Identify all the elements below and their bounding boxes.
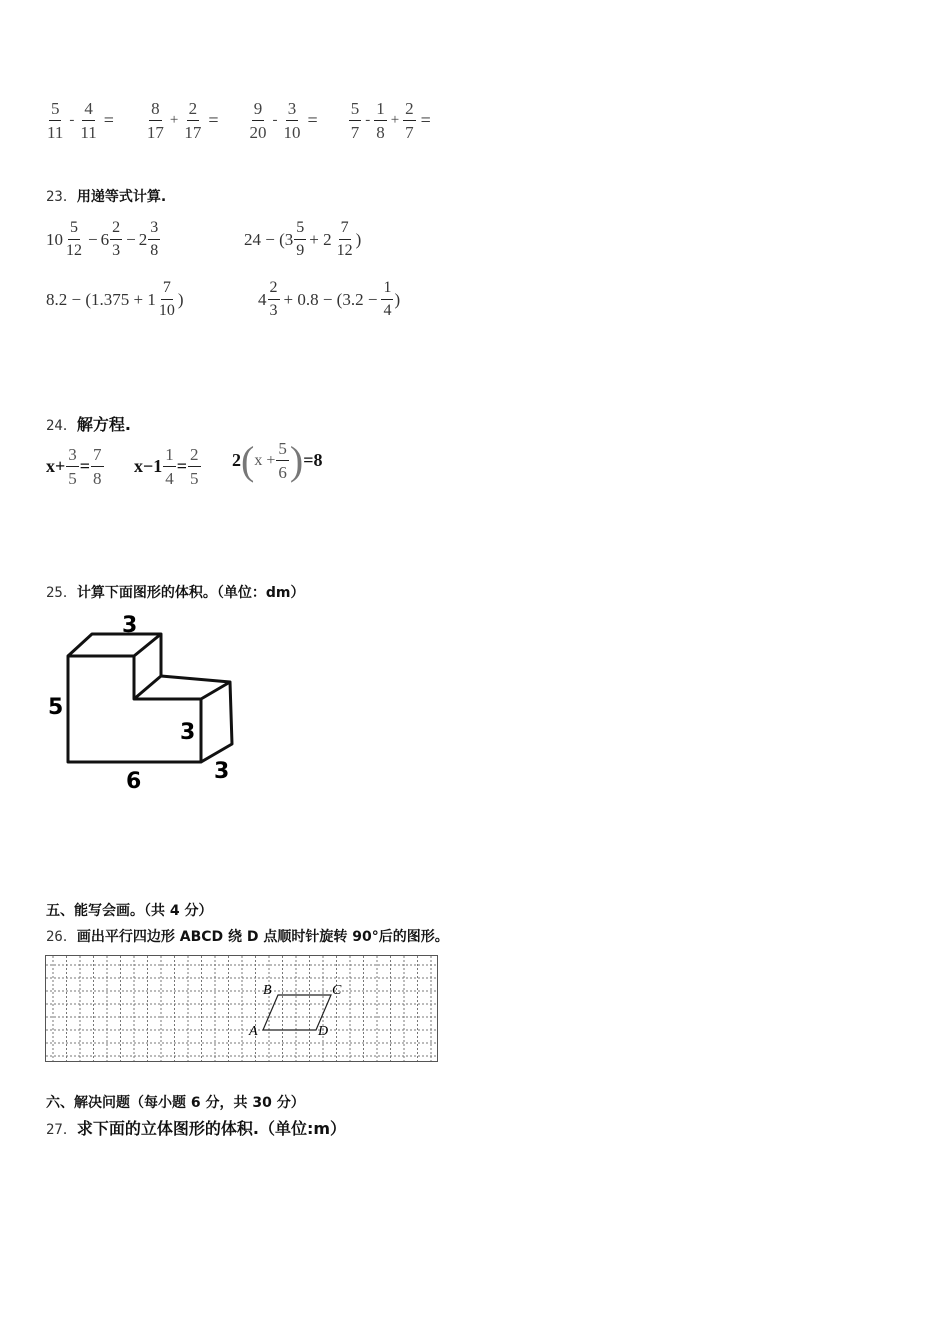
fraction-exercise-row — [44, 100, 431, 141]
equation-text: =8 — [303, 450, 323, 470]
dimension-label-left: 5 — [48, 695, 64, 720]
integer-part: 4 — [258, 289, 267, 309]
operator: + — [169, 112, 179, 128]
question-text: 用递等式计算. — [76, 189, 167, 205]
question-25-heading — [46, 582, 304, 602]
fraction: $\frac{2}{5}$ — [190, 445, 199, 488]
equation-24-1 — [46, 446, 105, 487]
operator: − — [126, 229, 136, 249]
fraction: $\frac{5}{12}$ — [66, 219, 82, 259]
fraction: $\frac{5}{11}$ — [47, 99, 64, 142]
equals-sign: = — [307, 110, 318, 130]
equation-text: x−1 — [134, 456, 163, 476]
question-23-heading — [46, 186, 166, 206]
fraction-exercise — [144, 100, 219, 141]
dimension-label-bottom: 6 — [126, 769, 142, 794]
expression-text: 24 − (3 — [244, 229, 294, 249]
expression-23-1 — [46, 220, 161, 259]
equation-24-3 — [232, 437, 323, 483]
fraction: $\frac{1}{8}$ — [376, 99, 385, 142]
fraction: $\frac{3}{10}$ — [283, 99, 301, 142]
fraction: $\frac{7}{8}$ — [93, 445, 102, 488]
expression-23-2 — [244, 220, 361, 259]
point-label-b: B — [263, 983, 272, 998]
fraction: $\frac{1}{4}$ — [383, 279, 392, 319]
expression-text: ) — [394, 289, 401, 309]
question-26-heading — [46, 926, 449, 946]
fraction: $\frac{7}{12}$ — [336, 219, 353, 259]
operator: - — [365, 112, 371, 128]
right-paren: ) — [289, 437, 304, 483]
question-number: 23． — [46, 189, 77, 205]
equation-text: 2 — [232, 450, 241, 470]
l-shaped-solid-figure — [40, 604, 250, 794]
fraction: $\frac{7}{10}$ — [158, 279, 175, 319]
fraction: $\frac{3}{5}$ — [68, 445, 77, 488]
expression-text: + 2 — [309, 229, 332, 249]
integer-part: 2 — [138, 229, 148, 249]
operator: - — [272, 112, 278, 128]
point-label-d: D — [318, 1024, 329, 1039]
expression-text: + 0.8 − (3.2 − — [283, 289, 378, 309]
dimension-label-top: 3 — [122, 613, 138, 638]
fraction-exercise — [247, 100, 318, 141]
fraction: $\frac{3}{8}$ — [150, 219, 159, 259]
equals-sign: = — [176, 456, 188, 476]
equation-text: x + — [254, 451, 276, 469]
fraction: $\frac{5}{7}$ — [350, 99, 360, 142]
integer-part: 10 — [46, 229, 63, 249]
point-label-a: A — [249, 1024, 258, 1039]
question-number: 24． — [46, 418, 77, 434]
question-24-heading — [46, 412, 131, 435]
question-number: 26． — [46, 929, 77, 945]
equals-sign: = — [420, 110, 431, 130]
section-6-title: 六、解决问题（每小题 6 分，共 30 分） — [46, 1095, 305, 1111]
expression-23-4 — [258, 280, 400, 319]
expression-text: ) — [177, 289, 184, 309]
equation-24-2 — [134, 446, 202, 487]
question-text: 解方程. — [76, 415, 131, 434]
expression-text: ) — [355, 229, 362, 249]
left-paren: ( — [241, 437, 255, 483]
section-5-title: 五、能写会画。（共 4 分） — [46, 903, 213, 919]
fraction: $\frac{5}{6}$ — [278, 439, 287, 482]
fraction: $\frac{9}{20}$ — [249, 99, 267, 142]
question-number: 25． — [46, 585, 77, 601]
fraction: $\frac{5}{9}$ — [296, 219, 305, 259]
operator: + — [390, 112, 400, 128]
dimension-label-mid: 3 — [180, 720, 196, 745]
fraction: $\frac{2}{3}$ — [112, 219, 121, 259]
question-text: 求下面的立体图形的体积.（单位:m） — [76, 1119, 347, 1138]
dimension-label-depth: 3 — [214, 759, 230, 784]
fraction-exercise — [44, 100, 114, 141]
fraction: $\frac{4}{11}$ — [80, 99, 97, 142]
question-text: 计算下面图形的体积。（单位：dm） — [76, 585, 305, 601]
fraction: $\frac{1}{4}$ — [165, 445, 174, 488]
equals-sign: = — [208, 110, 219, 130]
fraction: $\frac{2}{17}$ — [184, 99, 202, 142]
expression-23-3 — [46, 280, 184, 319]
question-27-heading — [46, 1116, 346, 1139]
dotted-grid-with-parallelogram — [45, 955, 438, 1063]
integer-part: 6 — [100, 229, 110, 249]
equals-sign: = — [103, 110, 114, 130]
fraction: $\frac{2}{3}$ — [269, 279, 278, 319]
question-text: 画出平行四边形 ABCD 绕 D 点顺时针旋转 90°后的图形。 — [76, 929, 449, 945]
expression-text: 8.2 − (1.375 + 1 — [46, 289, 156, 309]
question-number: 27． — [46, 1122, 77, 1138]
fraction: $\frac{8}{17}$ — [146, 99, 164, 142]
equals-sign: = — [79, 456, 91, 476]
operator: − — [88, 229, 98, 249]
fraction-exercise — [348, 100, 431, 141]
fraction: $\frac{2}{7}$ — [405, 99, 414, 142]
point-label-c: C — [332, 983, 342, 998]
operator: - — [69, 112, 75, 128]
equation-text: x+ — [46, 456, 66, 476]
